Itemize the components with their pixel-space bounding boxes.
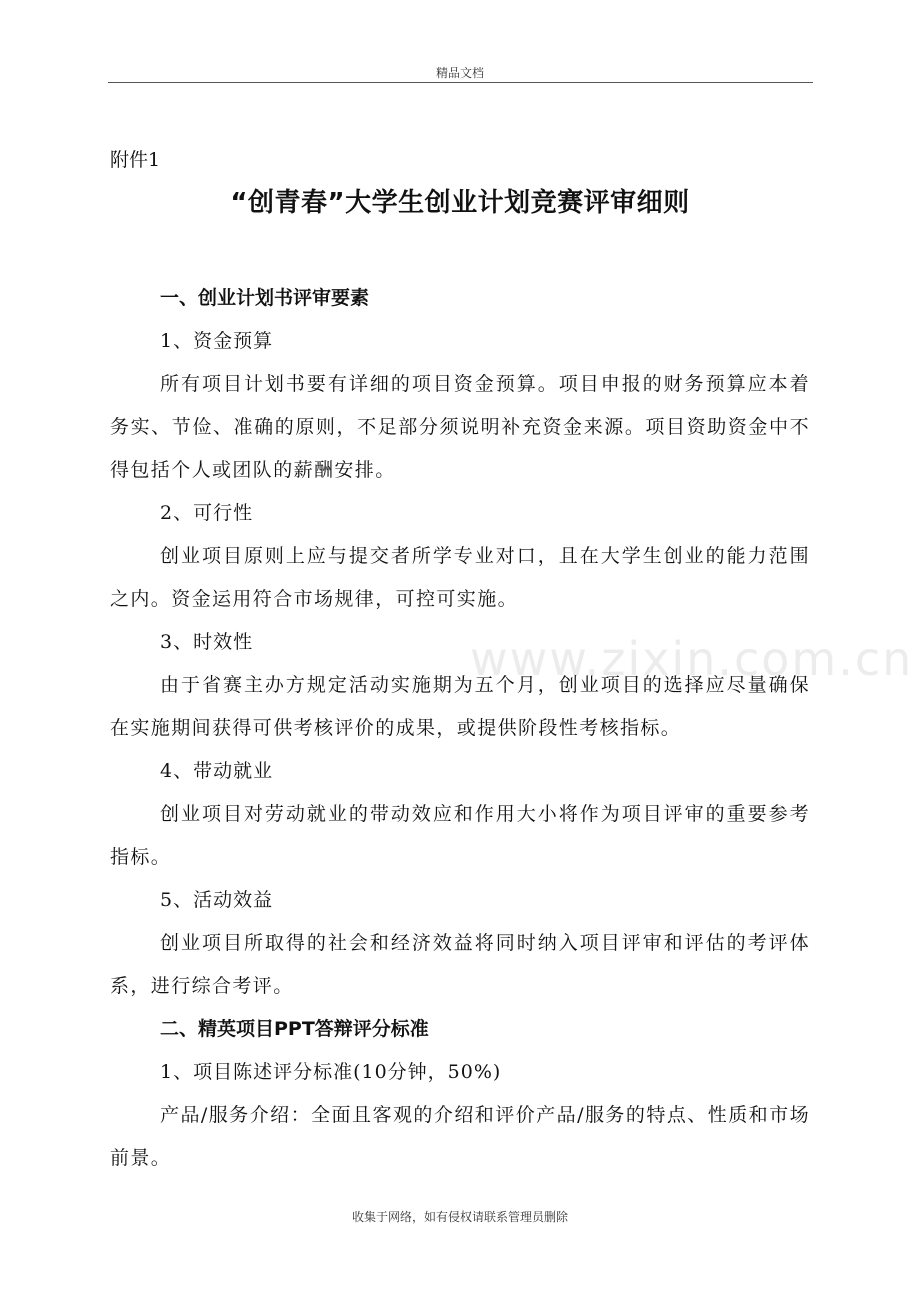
subsection-heading: 4、带动就业 [160,760,274,782]
paragraph: 所有项目计划书要有详细的项目资金预算。项目申报的财务预算应本着务实、节俭、准确的原则，不足部分须说明补充资金来源。项目资助资金中不得包括个人或团队的薪酬安排。 [110,373,810,481]
document-title: “创青春”大学生创业计划竞赛评审细则 [230,188,690,218]
attachment-label: 附件1 [110,149,161,171]
subsection-heading: 5、活动效益 [160,889,274,911]
subsection-heading: 3、时效性 [160,631,254,653]
section-heading: 一、创业计划书评审要素 [160,287,370,309]
page-header: 精品文档 [435,66,484,80]
page-footer: 收集于网络，如有侵权请联系管理员删除 [351,1210,568,1224]
header-divider [108,82,813,83]
subsection-heading: 1、项目陈述评分标准(10分钟，50%) [160,1061,502,1083]
paragraph: 由于省赛主办方规定活动实施期为五个月，创业项目的选择应尽量确保在实施期间获得可供考核评价的成果，或提供阶段性考核指标。 [110,674,810,739]
document-body [110,142,810,1180]
paragraph: 创业项目所取得的社会和经济效益将同时纳入项目评审和评估的考评体系，进行综合考评。 [110,932,810,997]
section-heading: 二、精英项目PPT答辩评分标准 [160,1018,429,1040]
subsection-heading: 1、资金预算 [160,330,274,352]
paragraph: 创业项目原则上应与提交者所学专业对口，且在大学生创业的能力范围之内。资金运用符合市场规律，可控可实施。 [110,545,810,610]
watermark: www.zixin.com.cn [470,632,914,686]
document-content [110,277,810,1180]
paragraph: 产品/服务介绍：全面且客观的介绍和评价产品/服务的特点、性质和市场前景。 [110,1104,810,1169]
paragraph: 创业项目对劳动就业的带动效应和作用大小将作为项目评审的重要参考指标。 [110,803,810,868]
subsection-heading: 2、可行性 [160,502,254,524]
